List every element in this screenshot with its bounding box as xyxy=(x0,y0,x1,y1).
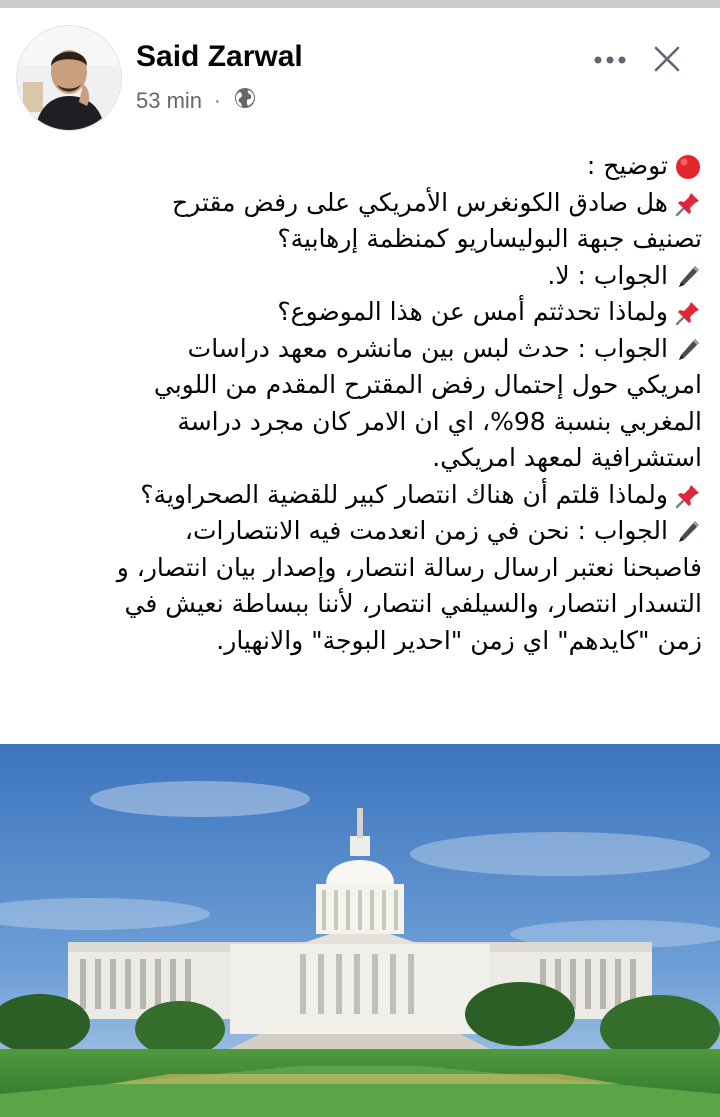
post-text-line xyxy=(18,294,702,331)
post-text-content: استشرافية لمعهد امريكي. xyxy=(432,443,702,472)
post-text-line xyxy=(18,185,702,222)
meta-separator: · xyxy=(214,89,221,112)
post-time[interactable]: 53 min xyxy=(136,88,203,113)
post-text-content: هل صادق الكونغرس الأمريكي على رفض مقترح xyxy=(172,187,668,217)
post-text-line xyxy=(18,477,702,514)
close-icon xyxy=(650,42,684,76)
post-text-content: زمن "كايدهم" اي زمن "احدير البوجة" والانهيار. xyxy=(216,625,702,655)
post-text-content: توضيح : xyxy=(586,151,668,180)
post-header xyxy=(0,8,720,148)
post-text-line xyxy=(18,404,702,441)
post-text-line xyxy=(18,550,702,587)
author-name[interactable]: Said Zarwal xyxy=(136,40,303,73)
post-text-content: المغربي بنسبة 98%، اي ان الامر كان مجرد دراسة xyxy=(177,406,702,436)
post-text-line xyxy=(18,367,702,404)
pushpin-icon xyxy=(674,299,702,327)
post-text-content: الجواب : لا. xyxy=(547,260,668,290)
pushpin-icon xyxy=(674,482,702,510)
more-dots-icon xyxy=(590,44,630,74)
post-text-line xyxy=(18,258,702,295)
post-text-content: امريكي حول إحتمال رفض المقترح المقدم من اللوبي xyxy=(153,370,702,399)
post-text-content: الجواب : نحن في زمن انعدمت فيه الانتصارات، xyxy=(184,516,668,545)
post-text-line xyxy=(18,513,702,550)
pen-icon xyxy=(674,263,702,291)
close-button[interactable] xyxy=(650,42,684,76)
post-text-line xyxy=(18,331,702,368)
post-text-content: ولماذا تحدثتم أمس عن هذا الموضوع؟ xyxy=(277,297,668,326)
pen-icon xyxy=(674,518,702,546)
capitol-building-photo[interactable] xyxy=(0,744,720,1117)
post-text-line xyxy=(18,440,702,477)
post-text-line xyxy=(18,148,702,185)
more-options-button[interactable] xyxy=(590,44,630,74)
post-text-content: فاصبحنا نعتبر ارسال رسالة انتصار، وإصدار بيان انتصار، و xyxy=(116,552,702,582)
pushpin-icon xyxy=(674,190,702,218)
post-text-content: ولماذا قلتم أن هناك انتصار كبير للقضية الصحراوية؟ xyxy=(140,479,668,509)
post-text-line xyxy=(18,586,702,623)
post-meta xyxy=(136,86,257,116)
red-circle-icon xyxy=(674,153,702,181)
post-text-content: التسدار انتصار، والسيلفي انتصار، لأننا ببساطة نعيش في xyxy=(124,589,702,618)
post-text-line xyxy=(18,221,702,258)
pen-icon xyxy=(674,336,702,364)
globe-icon xyxy=(233,86,257,116)
avatar[interactable] xyxy=(16,25,122,131)
post-body xyxy=(18,148,702,659)
post-text-content: الجواب : حدث لبس بين مانشره معهد دراسات xyxy=(187,333,668,363)
post-text-line xyxy=(18,623,702,660)
post-text-content: تصنيف جبهة البوليساريو كمنظمة إرهابية؟ xyxy=(277,224,702,253)
top-divider xyxy=(0,0,720,8)
